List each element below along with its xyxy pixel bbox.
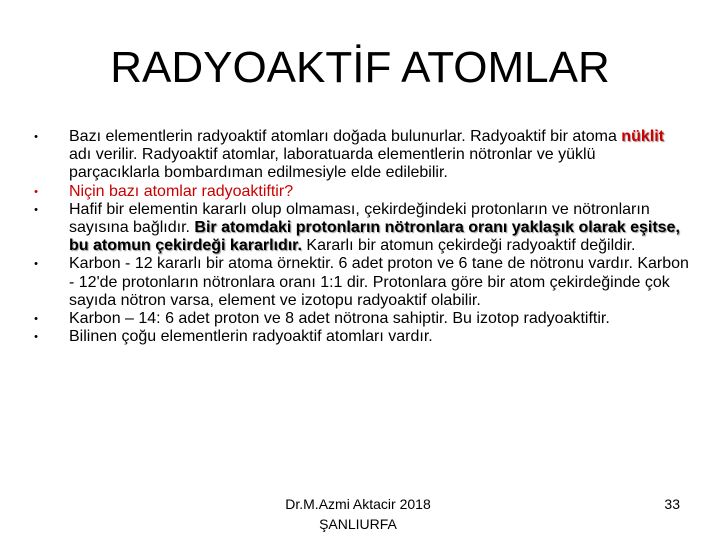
highlighted-term: nüklit [621,128,664,145]
bullet-icon: • [34,313,38,326]
bullet-item [30,183,690,201]
page-number: 33 [664,496,680,512]
bullet-text: Kararlı bir atomun çekirdeği radyoaktif değildir. [301,237,636,255]
bullet-text: Bazı elementlerin radyoaktif atomları doğada bulunurlar. Radyoaktif bir atoma [69,128,622,145]
bullet-icon: • [34,185,38,198]
slide-title: RADYOAKTİF ATOMLAR [110,43,610,92]
bullet-item [30,310,690,328]
footer-author [258,494,458,534]
bullet-question: Niçin bazı atomlar radyoaktiftir? [69,182,294,200]
bullet-item [30,201,690,256]
bullet-icon: • [34,258,38,271]
bullet-text: Karbon - 12 kararlı bir atoma örnektir. 6 adet proton ve 6 tane de nötronu vardır. Karbon - 12'de protonların nötronlara oranı 1:1 dir. Protonlara göre bir atom çekirdeğinde çok sayıda nötron varsa, element ve izotopu radyoaktif olabilir. [69,255,689,309]
bullet-item [30,128,690,183]
bullet-icon: • [34,203,38,216]
bullet-text: Hafif bir elementin kararlı olup olmaması, çekirdeğindeki protonların ve nötronların sayısına bağlıdır. [69,200,650,237]
footer-location: ŞANLIURFA [319,516,397,532]
bullet-icon: • [34,331,38,344]
bullet-list [30,128,690,346]
bold-statement: Bir atomdaki protonların nötronlara oranı yaklaşık olarak eşitse, bu atomun çekirdeği kararlıdır. [69,219,680,255]
bullet-text: Bilinen çoğu elementlerin radyoaktif atomları vardır. [69,328,433,346]
bullet-text: adı verilir. Radyoaktif atomlar, laboratuarda elementlerin nötronlar ve yüklü parçacıklarla bombardıman edilmesiyle elde edilebilir. [69,146,596,182]
bullet-item [30,255,690,310]
bullet-icon: • [34,131,38,143]
footer-author-name: Dr.M.Azmi Aktacir 2018 [285,496,431,512]
bullet-item [30,328,690,346]
bullet-text: Karbon – 14: 6 adet proton ve 8 adet nötrona sahiptir. Bu izotop radyoaktiftir. [69,310,610,328]
